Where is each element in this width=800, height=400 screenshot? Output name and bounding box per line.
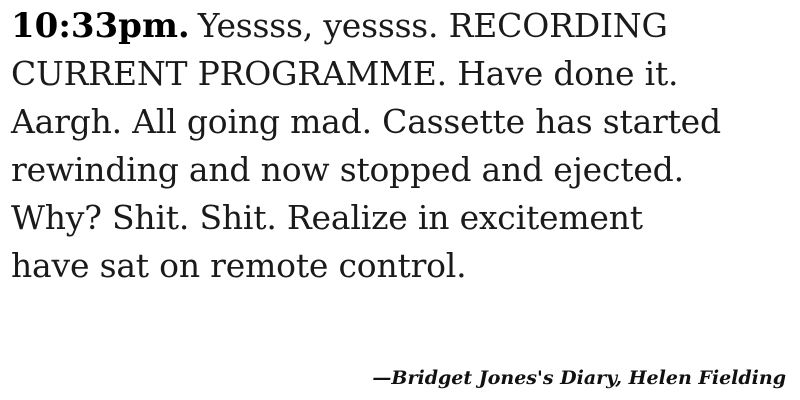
quote-line-text: Yessss, yessss. RECORDING	[197, 6, 668, 45]
quote-line-2: CURRENT PROGRAMME. Have done it.	[11, 54, 679, 93]
quote-line-1	[11, 2, 791, 50]
quote-line-5: Why? Shit. Shit. Realize in excitement	[11, 198, 643, 237]
quote-line-4: rewinding and now stopped and ejected.	[11, 150, 684, 189]
quote-attribution: —Bridget Jones's Diary, Helen Fielding	[372, 367, 786, 389]
quote-line-3: Aargh. All going mad. Cassette has started	[11, 102, 721, 141]
diary-quote	[11, 2, 791, 290]
timestamp: 10:33pm.	[11, 6, 190, 46]
quote-line-6: have sat on remote control.	[11, 246, 467, 285]
